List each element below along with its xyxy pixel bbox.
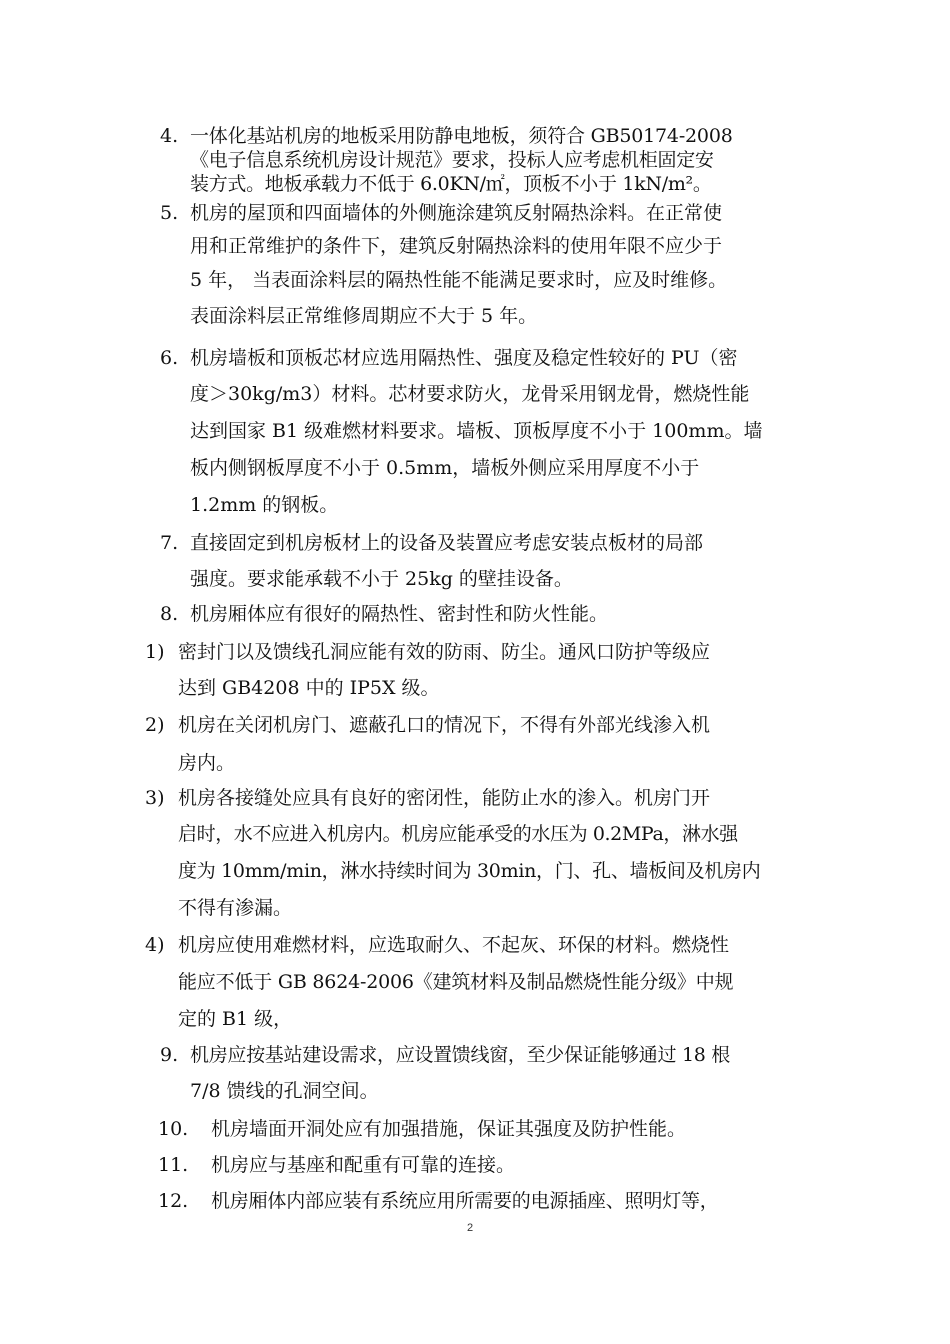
text-line: 板内侧钢板厚度不小于 0.5mm，墙板外侧应采用厚度不小于 xyxy=(190,457,700,479)
text-line: 5 年， 当表面涂料层的隔热性能不能满足要求时，应及时维修。 xyxy=(190,269,728,291)
list-number: 1) xyxy=(145,641,165,663)
text-line: 机房厢体内部应装有系统应用所需要的电源插座、照明灯等， xyxy=(211,1190,719,1212)
text-line: 直接固定到机房板材上的设备及装置应考虑安装点板材的局部 xyxy=(190,532,704,554)
text-line: 机房应使用难燃材料，应选取耐久、不起灰、环保的材料。燃烧性 xyxy=(178,934,730,956)
text-line: 机房的屋顶和四面墙体的外侧施涂建筑反射隔热涂料。在正常使 xyxy=(190,202,723,224)
text-line: 机房厢体应有很好的隔热性、密封性和防火性能。 xyxy=(190,603,609,625)
text-line: 定的 B1 级， xyxy=(178,1008,293,1030)
text-line: 不得有渗漏。 xyxy=(178,897,293,919)
list-number: 8. xyxy=(160,603,179,625)
text-line: 启时，水不应进入机房内。机房应能承受的水压为 0.2MPa，淋水强 xyxy=(178,823,738,845)
list-number: 11. xyxy=(158,1154,189,1176)
text-line: 机房各接缝处应具有良好的密闭性，能防止水的渗入。机房门开 xyxy=(178,787,711,809)
list-number: 7. xyxy=(160,532,179,554)
text-line: 密封门以及馈线孔洞应能有效的防雨、防尘。通风口防护等级应 xyxy=(178,641,711,663)
text-line: 度＞30kg/m3）材料。芯材要求防火，龙骨采用钢龙骨，燃烧性能 xyxy=(190,383,750,405)
text-line: 能应不低于 GB 8624-2006《建筑材料及制品燃烧性能分级》中规 xyxy=(178,971,734,993)
list-number: 5. xyxy=(160,202,179,224)
text-line: 机房在关闭机房门、遮蔽孔口的情况下，不得有外部光线渗入机 xyxy=(178,714,711,736)
text-line: 度为 10mm/min，淋水持续时间为 30min，门、孔、墙板间及机房内 xyxy=(178,860,761,882)
text-line: 装方式。地板承载力不低于 6.0KN/㎡，顶板不小于 1kN/m²。 xyxy=(190,173,712,195)
list-number: 4. xyxy=(160,125,179,147)
list-number: 6. xyxy=(160,347,179,369)
text-line: 机房墙面开洞处应有加强措施，保证其强度及防护性能。 xyxy=(211,1118,687,1140)
list-number: 4) xyxy=(145,934,165,956)
text-line: 表面涂料层正常维修周期应不大于 5 年。 xyxy=(190,305,538,327)
page-number: 2 xyxy=(467,1222,474,1234)
text-line: 用和正常维护的条件下，建筑反射隔热涂料的使用年限不应少于 xyxy=(190,235,723,257)
text-line: 1.2mm 的钢板。 xyxy=(190,494,339,516)
text-line: 机房墙板和顶板芯材应选用隔热性、强度及稳定性较好的 PU（密 xyxy=(190,347,738,369)
text-line: 达到 GB4208 中的 IP5X 级。 xyxy=(178,677,440,699)
list-number: 10. xyxy=(158,1118,189,1140)
text-line: 达到国家 B1 级难燃材料要求。墙板、顶板厚度不小于 100mm。墙 xyxy=(190,420,763,442)
text-line: 强度。要求能承载不小于 25kg 的壁挂设备。 xyxy=(190,568,573,590)
text-line: 机房应与基座和配重有可靠的连接。 xyxy=(211,1154,516,1176)
text-line: 一体化基站机房的地板采用防静电地板，须符合 GB50174-2008 xyxy=(190,125,733,147)
text-line: 机房应按基站建设需求，应设置馈线窗，至少保证能够通过 18 根 xyxy=(190,1044,730,1066)
list-number: 12. xyxy=(158,1190,189,1212)
text-line: 《电子信息系统机房设计规范》要求，投标人应考虑机柜固定安 xyxy=(190,149,714,171)
list-number: 9. xyxy=(160,1044,179,1066)
text-line: 房内。 xyxy=(178,752,236,774)
text-line: 7/8 馈线的孔洞空间。 xyxy=(190,1080,379,1102)
list-number: 3) xyxy=(145,787,165,809)
list-number: 2) xyxy=(145,714,165,736)
